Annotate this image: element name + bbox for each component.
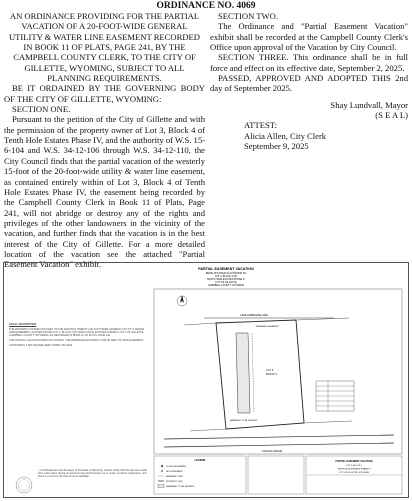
legend-heading: LEGEND [194,459,206,462]
notes-box [248,456,304,494]
road-line [164,443,394,447]
exhibit-subheader-1: BEING SITUATED IN A PORTION OF [205,272,247,275]
attest-date: September 9, 2025 [244,141,309,152]
north-arrow-icon [177,295,187,306]
remaining-label: REMAINING EASEMENT [256,326,279,328]
adjacent-lot-line [304,421,352,423]
section-three-text: SECTION THREE. This ordinance shall be in full force and effect on its effective date, September 2, 2025. [210,52,408,73]
vacated-label: EASEMENT TO BE VACATED [230,420,258,422]
attest-label: ATTEST: [244,120,277,131]
adjacent-lot-line [184,323,216,325]
section-one-heading: SECTION ONE. [12,104,71,115]
remaining-easement-line [252,333,254,413]
legend-item: EASEMENT LINE [166,476,183,478]
lane-label: LANE AUBERGINE LANE [240,314,268,317]
right-column [210,11,408,151]
legend-item: EASEMENT TO BE VACATED [166,486,195,488]
adjacent-lot-line [190,429,226,431]
exhibit-subheader-3: TENTH HOLE ESTATES PHASE IV [206,278,246,281]
lot-label: LOT 3 [266,369,274,372]
exhibit-drawing [4,263,408,497]
left-column [4,11,205,270]
bottom-road-label: LINCOLN AVENUE [261,450,283,453]
ordinance-intro: AN ORDINANCE PROVIDING FOR THE PARTIAL VACATION OF A 20-FOOT-WIDE GENERAL UTILITY & WATER LINE EASEMENT RECORDED IN BOOK 11 OF PLATS, PAGE 241, BY THE CAMPBELL COUNTY CLERK, TO THE CITY OF GILLETTE, WYOMING, SUBJECT TO ALL PLANNING REQUIREMENTS. [8,11,201,84]
block-label: BLOCK 4 [266,373,277,376]
road-line [164,435,394,439]
ordained-clause: BE IT ORDAINED BY THE GOVERNING BODY OF THE CITY OF GILLETTE, WYOMING: [4,83,205,104]
section-one-text: Pursuant to the petition of the City of Gillette and with the permission of the property owner of Lot 3, Block 4 of Tenth Hole Estates Phase IV, and the authority of W.S. 15-6-104 and W.S. 34-12-106 through W.S. 34-12-110, the City Council finds that the partial vacation of the westerly 15-foot of the 20-foot-wide utility & water line easement, as contained entirely within of Lot 3, Block 4 of Tenth Hole Estates Phase IV, the easement being recorded by the Campbell County Clerk in Book 11 of Plats, Page 241, will not abridge or destroy any of the rights and privileges of the other landowners in the vicinity of the vacation, and further finds that the vacation is in the best interest of the City of Gillette. For a more detailed location of the vacation see the attached "Partial Easement Vacation" exhibit. [4,114,205,270]
drawing-frame [154,289,402,454]
legend-item: PROPERTY LINE [166,481,183,483]
section-two-heading: SECTION TWO. [218,11,278,21]
legal-heading: LEGAL DESCRIPTION [9,323,37,326]
legal-paragraph: THIS PARTIAL VACATION DOES NOT AFFECT THE REMAINING EASTERLY FIVE (5) FEET OF SAID EASEMENT. [9,339,145,343]
title-block-line: CITY OF GILLETTE, WYOMING [338,472,370,474]
title-block-line: LOT 3, BLOCK 4 [346,465,362,467]
exhibit-subheader-4: CITY OF GILLETTE, [214,281,238,284]
ordinance-title: ORDINANCE NO. 4069 [156,1,256,11]
exhibit-header: PARTIAL EASEMENT VACATION [198,267,254,271]
legal-description-block [9,323,147,350]
lot-boundary [216,320,304,429]
title-block-line: PARTIAL EASEMENT VACATION [335,460,373,463]
city-clerk-signature: Alicia Allen, City Clerk [244,130,327,141]
passed-text: PASSED, APPROVED AND ADOPTED THIS 2nd day of September 2025. [210,73,408,94]
exhibit-subheader-2: LOT 3, BLOCK 4 OF [214,275,238,278]
legal-paragraph: CONTAINING 1,500 SQUARE FEET, MORE OR LESS. [9,344,73,348]
adjacent-lot-line [296,318,349,320]
legal-paragraph: THE WESTERLY FIFTEEN (15) FEET OF THE EXISTING TWENTY (20) FOOT WIDE GENERAL UTILITY & WATER LINE EASEMENT LOCATED WITHIN LOT 3, BLOCK 4 OF TENTH HOLE ESTATES PHASE IV, CITY OF GILLETTE, CAMPBELL COUNTY, WYOMING, AS RECORDED IN BOOK 11 OF PLATS, PAGE 241. [9,328,145,338]
mayor-signature: Shay Lundvall, Mayor [330,99,408,110]
surveyor-certification: I, a Professional Land Surveyor of the State of Wyoming, hereby certify that this plat was made from notes taken during an actual survey performed by me or under my direct supervision, and that it is correct to the best of my knowledge. [38,469,147,479]
easement-to-be-vacated [236,333,250,413]
seal-mark: (S E A L) [375,110,408,121]
exhibit-subheader-5: CAMPBELL COUNTY, WYOMING [207,284,245,287]
legend-item: FOUND MONUMENT [166,466,187,468]
legend-item: SET MONUMENT [166,471,183,473]
title-block-line: TENTH HOLE ESTATES PHASE IV [337,468,371,471]
section-two-text: The Ordinance and "Partial Easement Vacation" exhibit shall be recorded at the Campbell County Clerk's Office upon approval of the Vacation by City Council. [210,21,408,53]
partial-easement-vacation-exhibit [3,262,409,498]
